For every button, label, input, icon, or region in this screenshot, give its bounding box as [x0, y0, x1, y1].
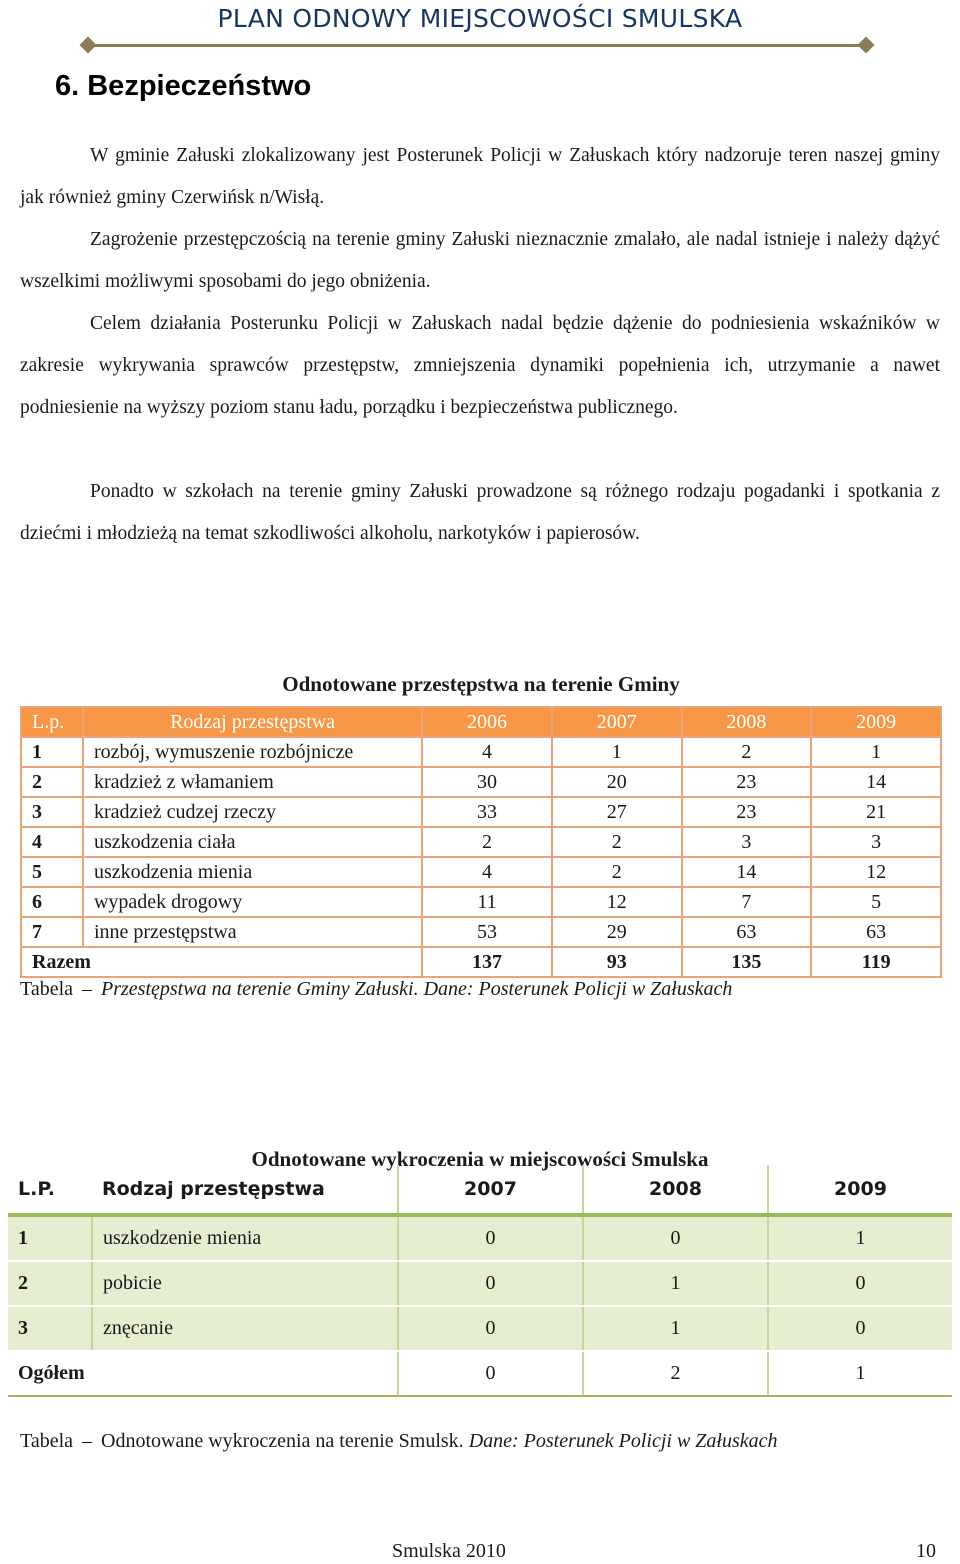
table-cell: kradzież cudzej rzeczy	[83, 797, 422, 827]
header-diamond-right	[858, 37, 875, 54]
table-row	[21, 827, 941, 857]
table-cell: 1	[21, 737, 83, 767]
table-cell: 2	[21, 767, 83, 797]
table-cell: 0	[768, 1261, 952, 1306]
table-cell: 4	[21, 827, 83, 857]
table-cell: 12	[552, 887, 682, 917]
offences-caption-source: Dane: Posterunek Policji w Załuskach	[468, 1430, 778, 1452]
table-cell: kradzież z włamaniem	[83, 767, 422, 797]
table-cell: 63	[811, 917, 941, 947]
table-cell: 1	[583, 1261, 768, 1306]
table-cell: 30	[422, 767, 552, 797]
offences-header-lp: L.P.	[8, 1165, 92, 1215]
crimes-total-row	[21, 947, 941, 977]
table-cell: 3	[682, 827, 812, 857]
table-cell: 3	[811, 827, 941, 857]
table-cell: 33	[422, 797, 552, 827]
running-header: PLAN ODNOWY MIEJSCOWOŚCI SMULSKA	[217, 4, 743, 33]
header-rule	[88, 44, 866, 47]
table-cell: 0	[398, 1261, 583, 1306]
crimes-total-2009: 119	[811, 947, 941, 977]
offences-total-2008: 2	[583, 1351, 768, 1396]
table-cell: 14	[682, 857, 812, 887]
table-cell: znęcanie	[92, 1306, 398, 1351]
table-cell: pobicie	[92, 1261, 398, 1306]
crimes-total-2007: 93	[552, 947, 682, 977]
table-cell: 7	[682, 887, 812, 917]
paragraph-2	[20, 219, 940, 303]
table-cell: 1	[552, 737, 682, 767]
offences-header-type: Rodzaj przestępstwa	[92, 1165, 398, 1215]
offences-caption-label: Tabela	[20, 1430, 74, 1452]
table-cell: 20	[552, 767, 682, 797]
table-cell: 1	[8, 1215, 92, 1261]
table-cell: 1	[768, 1215, 952, 1261]
crimes-table-caption	[20, 978, 732, 1001]
table-row	[21, 857, 941, 887]
paragraph-2-text: Zagrożenie przestępczością na terenie gminy Załuski nieznacznie zmalało, ale nadal istnieje i należy dążyć wszelkimi możliwymi sposobami do jego obniżenia.	[20, 229, 940, 292]
table-cell: 11	[422, 887, 552, 917]
offences-total-label: Ogółem	[8, 1351, 398, 1396]
offences-header-2009: 2009	[768, 1165, 952, 1215]
offences-table-caption	[20, 1430, 778, 1453]
table-row	[8, 1261, 952, 1306]
offences-caption-text: Odnotowane wykroczenia na terenie Smulsk.	[101, 1430, 464, 1452]
crimes-header-type: Rodzaj przestępstwa	[83, 707, 422, 737]
crimes-table-header-row	[21, 707, 941, 737]
table-row	[21, 887, 941, 917]
table-cell: 12	[811, 857, 941, 887]
table-row	[8, 1215, 952, 1261]
table-row	[21, 797, 941, 827]
crimes-total-label: Razem	[21, 947, 422, 977]
table-cell: 4	[422, 857, 552, 887]
paragraph-4-text: Ponadto w szkołach na terenie gminy Załuski prowadzone są różnego rodzaju pogadanki i spotkania z dziećmi i młodzieżą na temat szkodliwości alkoholu, narkotyków i papierosów.	[20, 481, 940, 544]
table-cell: uszkodzenia ciała	[83, 827, 422, 857]
crimes-table-title: Odnotowane przestępstwa na terenie Gminy	[282, 672, 680, 696]
paragraph-4	[20, 471, 940, 555]
crimes-caption-label: Tabela	[20, 978, 74, 1000]
table-cell: 27	[552, 797, 682, 827]
offences-caption-dash: –	[82, 1430, 93, 1452]
crimes-total-2006: 137	[422, 947, 552, 977]
table-cell: 29	[552, 917, 682, 947]
table-cell: inne przestępstwa	[83, 917, 422, 947]
table-cell: 14	[811, 767, 941, 797]
table-cell: 2	[552, 827, 682, 857]
table-cell: 3	[8, 1306, 92, 1351]
offences-total-2007: 0	[398, 1351, 583, 1396]
table-cell: uszkodzenie mienia	[92, 1215, 398, 1261]
crimes-header-2008: 2008	[682, 707, 812, 737]
table-cell: 6	[21, 887, 83, 917]
table-cell: 21	[811, 797, 941, 827]
table-cell: 0	[768, 1306, 952, 1351]
table-cell: wypadek drogowy	[83, 887, 422, 917]
paragraph-1-text: W gminie Załuski zlokalizowany jest Posterunek Policji w Załuskach który nadzoruje teren naszej gminy jak również gminy Czerwińsk n/Wisłą.	[20, 145, 940, 208]
offences-total-2009: 1	[768, 1351, 952, 1396]
table-cell: 4	[422, 737, 552, 767]
crimes-caption-dash: –	[82, 978, 93, 1000]
table-cell: 2	[682, 737, 812, 767]
table-cell: 5	[21, 857, 83, 887]
offences-table-header-row	[8, 1165, 952, 1215]
section-title: 6. Bezpieczeństwo	[55, 70, 312, 102]
offences-table	[8, 1165, 952, 1397]
table-cell: 53	[422, 917, 552, 947]
crimes-total-2008: 135	[682, 947, 812, 977]
offences-total-row	[8, 1351, 952, 1396]
table-cell: uszkodzenia mienia	[83, 857, 422, 887]
crimes-caption-text: Przestępstwa na terenie Gminy Załuski. Dane: Posterunek Policji w Załuskach	[101, 978, 733, 1000]
table-cell: 23	[682, 797, 812, 827]
table-cell: 5	[811, 887, 941, 917]
table-cell: 23	[682, 767, 812, 797]
table-cell: 63	[682, 917, 812, 947]
table-cell: 1	[583, 1306, 768, 1351]
table-row	[21, 767, 941, 797]
table-cell: 1	[811, 737, 941, 767]
offences-table-title: Odnotowane wykroczenia w miejscowości Smulska	[251, 1147, 709, 1171]
table-row	[8, 1306, 952, 1351]
table-cell: 0	[398, 1215, 583, 1261]
table-cell: rozbój, wymuszenie rozbójnicze	[83, 737, 422, 767]
header-diamond-left	[80, 37, 97, 54]
table-cell: 0	[583, 1215, 768, 1261]
footer-title: Smulska 2010	[392, 1540, 506, 1562]
crimes-header-2007: 2007	[552, 707, 682, 737]
crimes-header-lp: L.p.	[21, 707, 83, 737]
table-cell: 2	[8, 1261, 92, 1306]
paragraph-3	[20, 303, 940, 429]
table-cell: 0	[398, 1306, 583, 1351]
offences-header-2007: 2007	[398, 1165, 583, 1215]
table-cell: 2	[552, 857, 682, 887]
table-cell: 3	[21, 797, 83, 827]
table-cell: 7	[21, 917, 83, 947]
paragraph-3-text: Celem działania Posterunku Policji w Załuskach nadal będzie dążenie do podniesienia wskaźników w zakresie wykrywania sprawców przestępstw, zmniejszenia dynamiki popełnienia ich, utrzymanie a nawet podniesienie na wyższy poziom stanu ładu, porządku i bezpieczeństwa publicznego.	[20, 313, 940, 418]
table-row	[21, 737, 941, 767]
offences-header-2008: 2008	[583, 1165, 768, 1215]
page-number: 10	[916, 1540, 936, 1562]
table-cell: 2	[422, 827, 552, 857]
crimes-header-2006: 2006	[422, 707, 552, 737]
table-row	[21, 917, 941, 947]
crimes-table	[20, 706, 942, 978]
paragraph-1	[20, 135, 940, 219]
crimes-header-2009: 2009	[811, 707, 941, 737]
